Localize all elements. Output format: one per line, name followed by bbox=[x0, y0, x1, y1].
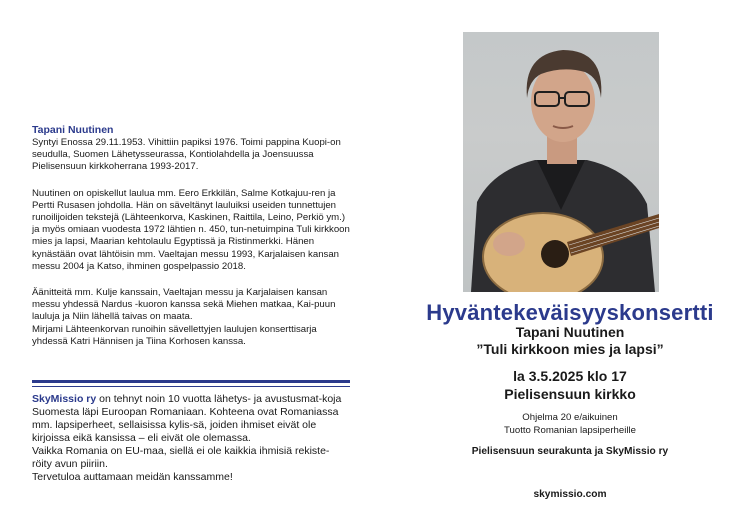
event-performer: Tapani Nuutinen bbox=[515, 324, 625, 340]
bio-paragraph-birth: Syntyi Enossa 29.11.1953. Vihittiin papiksi 1976. Toimi pappina Kuopi-on seudulla, Suomen Lähetysseurassa, Kontiolahdella ja Joensuussa Pielisensuun kirkkoherrana 1993-2017. bbox=[32, 137, 341, 173]
bio-name: Tapani Nuutinen bbox=[32, 124, 114, 136]
event-proceeds: Tuotto Romanian lapsiperheille bbox=[504, 425, 636, 436]
event-organizer: Pielisensuun seurakunta ja SkyMissio ry bbox=[471, 446, 669, 457]
skymissio-name: SkyMissio ry bbox=[32, 393, 97, 405]
performer-photo bbox=[463, 32, 659, 292]
website-link[interactable]: skymissio.com bbox=[533, 489, 607, 500]
bio-paragraph-recordings: Äänitteitä mm. Kulje kanssain, Vaeltajan messu ja Karjalaisen kansan messu yhdessä Nardus -kuoron kanssa sekä Miehen matkaa, Kai-puun lauluja ja Niin lähellä taivas on maata. bbox=[32, 287, 336, 323]
event-venue: Pielisensuun kirkko bbox=[504, 386, 636, 402]
skymissio-section bbox=[32, 393, 342, 484]
bio-section bbox=[32, 124, 354, 348]
section-divider bbox=[32, 380, 350, 387]
event-title: Hyväntekeväisyyskonsertti bbox=[426, 300, 714, 325]
event-program-price: Ohjelma 20 e/aikuinen bbox=[522, 412, 618, 423]
skymissio-paragraph-registration: Vaikka Romania on EU-maa, siellä ei ole kaikkia ihmisiä rekiste-röity avun piiriin. bbox=[32, 445, 330, 470]
skymissio-intro: on tehnyt noin 10 vuotta lähetys- ja avustusmat-koja Suomesta läpi Euroopan Romaniaan. Kohteena ovat Romaniassa mm. lapsiperheet, sellaisissa kylis-sä, joiden ihmiset eivät ole kirjoissa eikä kansissa – eli eivät ole olemassa. bbox=[32, 393, 342, 444]
event-subtitle: ”Tuli kirkkoon mies ja lapsi” bbox=[476, 341, 664, 357]
event-datetime: la 3.5.2025 klo 17 bbox=[513, 368, 627, 384]
skymissio-welcome: Tervetuloa auttamaan meidän kanssamme! bbox=[32, 471, 233, 483]
bio-paragraph-concert-series: Mirjami Lähteenkorvan runoihin sävellettyjen laulujen konserttisarja yhdessä Katri Hännisen ja Tiina Korhosen kanssa. bbox=[32, 323, 317, 347]
bio-paragraph-music: Nuutinen on opiskellut laulua mm. Eero Erkkilän, Salme Kotkajuu-ren ja Pertti Rusasen johdolla. Hän on säveltänyt lauluiksi useiden tunnettujen runoilijoiden tekstejä (Lähteenkorva, Kaskinen, Raittila, Leino, Perkiö ym.) ja myös omiaan vuodesta 1972 lähtien n. 450, tun-netuimpina Tuli kirkkoon mies ja lapsi, Maarian kehtolaulu Egyptissä ja Ristinmerkki. Hänen kynästään ovat lähtöisin mm. Vaeltajan messu 1993, Karjalaisen kansan messu 2004 ja Katso, ihminen gospelpassio 2018. bbox=[32, 187, 350, 272]
